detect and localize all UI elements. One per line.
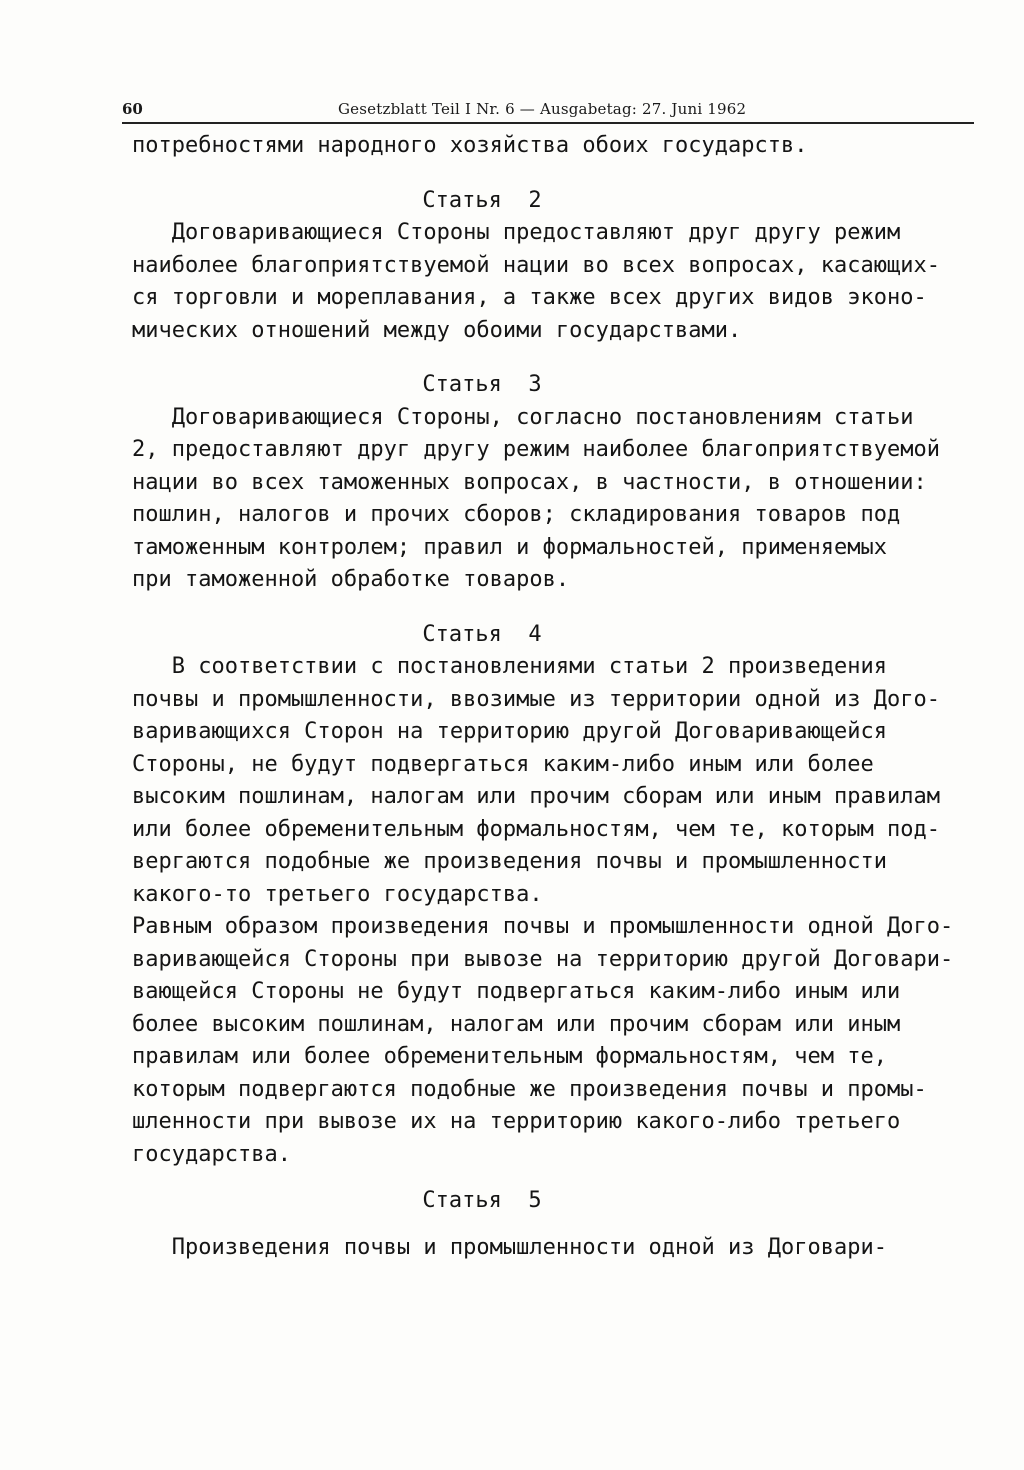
article-3-paragraph bbox=[132, 402, 992, 597]
article-4-line: варивающейся Стороны при вывозе на территорию другой Договари- bbox=[132, 946, 954, 972]
article-4-line: более высоким пошлинам, налогам или прочим сборам или иным bbox=[132, 1011, 901, 1037]
article-3-line: Договаривающиеся Стороны, согласно постановлениям статьи bbox=[132, 404, 914, 430]
article-4-line: которым подвергаются подобные же произведения почвы и промы- bbox=[132, 1076, 927, 1102]
article-2-line: Договаривающиеся Стороны предоставляют друг другу режим bbox=[132, 220, 901, 245]
article-2-line: наиболее благоприятствуемой нации во всех вопросах, касающих- bbox=[132, 252, 940, 278]
article-4-line: почвы и промышленности, ввозимые из территории одной из Дого- bbox=[132, 686, 940, 712]
article-4-line: правилам или более обременительным формальностям, чем те, bbox=[132, 1044, 887, 1069]
article-2-line: ся торговли и мореплавания, а также всех других видов эконо- bbox=[132, 285, 927, 310]
article-4-line: вергаются подобные же произведения почвы и промышленности bbox=[132, 849, 887, 874]
article-4-line: государства. bbox=[132, 1141, 291, 1167]
article-5-paragraph bbox=[132, 1232, 992, 1265]
article-4-line: шленности при вывозе их на территорию какого-либо третьего bbox=[132, 1109, 901, 1134]
article-3-heading: Статья 3 bbox=[422, 372, 542, 397]
article-2-paragraph bbox=[132, 217, 992, 347]
article-2-line: мических отношений между обоими государствами. bbox=[132, 317, 742, 343]
article-5-line: Произведения почвы и промышленности одной из Договари- bbox=[132, 1234, 887, 1260]
document-body bbox=[132, 130, 992, 1264]
running-title: Gesetzblatt Teil I Nr. 6 — Ausgabetag: 27. Juni 1962 bbox=[338, 100, 747, 118]
article-3-line: таможенным контролем; правил и формальностей, применяемых bbox=[132, 534, 887, 560]
article-4-line: Равным образом произведения почвы и промышленности одной Дого- bbox=[132, 914, 954, 939]
article-4-line: какого-то третьего государства. bbox=[132, 881, 543, 907]
article-3-line: при таможенной обработке товаров. bbox=[132, 567, 570, 592]
article-4-heading: Статья 4 bbox=[422, 621, 542, 647]
article-3-line: пошлин, налогов и прочих сборов; складирования товаров под bbox=[132, 502, 901, 527]
article-4-line: В соответствии с постановлениями статьи 2 произведения bbox=[132, 654, 887, 679]
article-3-line: нации во всех таможенных вопросах, в частности, в отношении: bbox=[132, 469, 927, 495]
article-3-line: 2, предоставляют друг другу режим наиболее благоприятствуемой bbox=[132, 437, 940, 462]
article-4-line: вающейся Стороны не будут подвергаться каким-либо иным или bbox=[132, 979, 901, 1004]
article-4-line: или более обременительным формальностям, чем те, которым под- bbox=[132, 816, 940, 842]
article-5-heading: Статья 5 bbox=[422, 1188, 542, 1213]
page-number: 60 bbox=[122, 100, 143, 118]
article-4-paragraph bbox=[132, 651, 992, 1171]
running-header bbox=[122, 98, 974, 124]
lead-line: потребностями народного хозяйства обоих государств. bbox=[132, 133, 808, 158]
article-4-line: Стороны, не будут подвергаться каким-либо иным или более bbox=[132, 751, 874, 777]
article-2-heading: Статья 2 bbox=[422, 187, 542, 213]
article-4-line: варивающихся Сторон на территорию другой Договаривающейся bbox=[132, 719, 887, 744]
article-4-line: высоким пошлинам, налогам или прочим сборам или иным правилам bbox=[132, 784, 940, 809]
